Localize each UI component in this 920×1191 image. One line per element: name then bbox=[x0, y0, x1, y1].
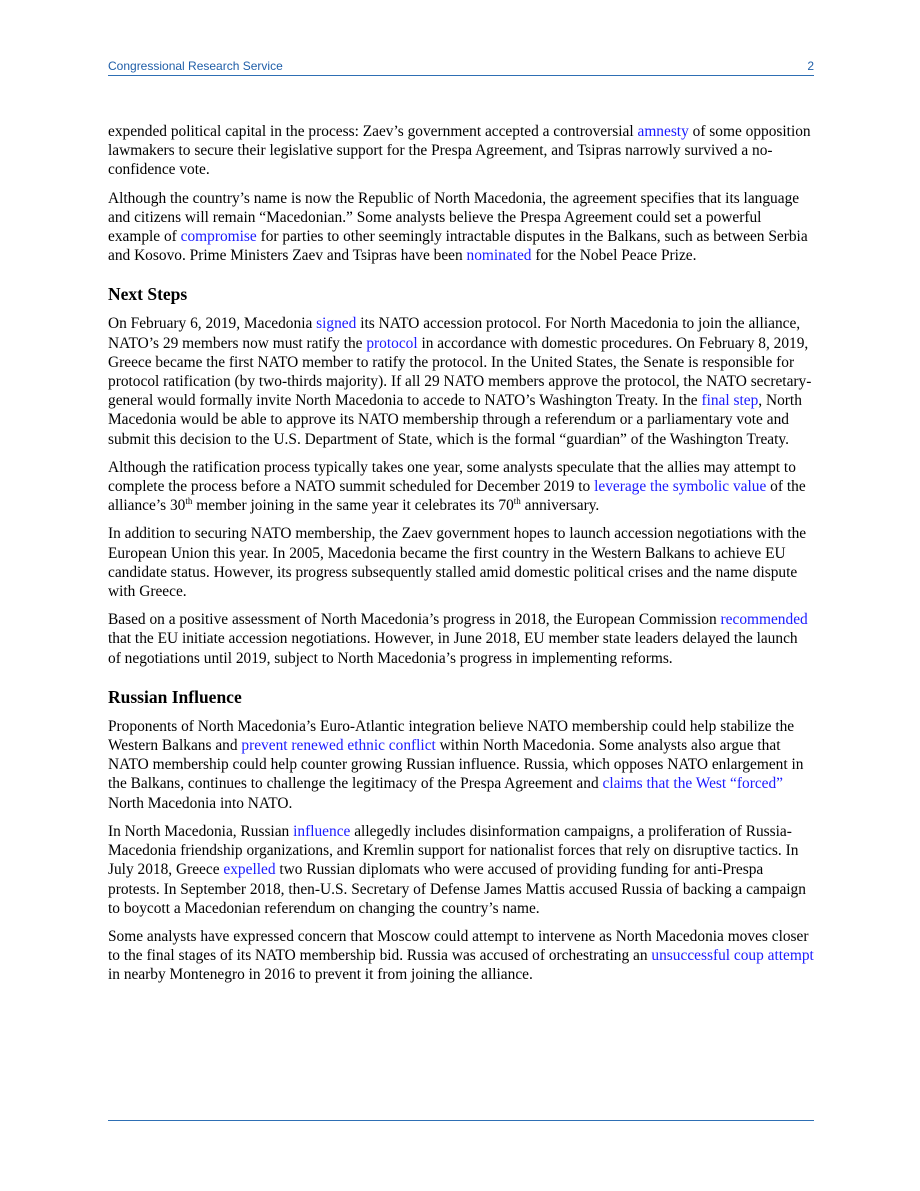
heading-russian-influence: Russian Influence bbox=[108, 686, 242, 707]
text: that the EU initiate accession negotiations. However, in June 2018, EU member state leaders delayed the launch of negotiations until 2019, subject to North Macedonia’s progress in implementing reforms. bbox=[108, 630, 798, 667]
footer-rule bbox=[108, 1120, 814, 1121]
text: allegedly includes disinformation campaigns, a proliferation of Russia-Macedonia friendship organizations, and Kremlin support for nationalist forces that rely on disruptive tactics. In July 2018, Greece bbox=[108, 822, 799, 879]
text: On February 6, 2019, Macedonia bbox=[108, 315, 317, 333]
link-amnesty[interactable]: amnesty bbox=[637, 123, 689, 140]
text: Based on a positive assessment of North Macedonia’s progress in 2018, the European Commission bbox=[108, 611, 721, 629]
document-body bbox=[108, 122, 814, 994]
heading-next-steps: Next Steps bbox=[108, 284, 188, 305]
paragraph-8 bbox=[108, 822, 814, 918]
text: Although the country’s name is now the Republic of North Macedonia, the agreement specifies that its language and citizens will remain “Macedonian.” Some analysts believe the Prespa Agreement could set a powerful example of bbox=[108, 189, 800, 246]
text: its NATO accession protocol. For North Macedonia to join the alliance, NATO’s 29 members now must ratify the bbox=[108, 315, 801, 352]
text: within North Macedonia. Some analysts also argue that NATO membership could help counter growing Russian influence. Russia, which opposes NATO enlargement in the Balkans, continues to challenge the legitimacy of the Prespa Agreement and bbox=[108, 737, 804, 793]
paragraph-9 bbox=[108, 927, 814, 985]
text: in nearby Montenegro in 2016 to prevent it from joining the alliance. bbox=[108, 966, 533, 984]
text: of some opposition lawmakers to secure their legislative support for the Prespa Agreement, and Tsipras narrowly survived a no-confidence vote. bbox=[108, 123, 811, 179]
paragraph-2 bbox=[108, 189, 814, 266]
header-page-number: 2 bbox=[807, 59, 814, 73]
page-header bbox=[108, 58, 814, 76]
text: Some analysts have expressed concern that Moscow could attempt to intervene as North Macedonia moves closer to the final stages of its NATO membership bid. Russia was accused of orchestrating an bbox=[108, 927, 809, 965]
link-prevent-renewed-ethnic-conflict[interactable]: prevent renewed ethnic conflict bbox=[241, 737, 436, 755]
link-nominated[interactable]: nominated bbox=[466, 247, 532, 265]
text: for parties to other seemingly intractable disputes in the Balkans, such as between Serbia and Kosovo. Prime Ministers Zaev and Tsipras have been bbox=[108, 228, 808, 265]
text: for the Nobel Peace Prize. bbox=[531, 247, 697, 265]
link-leverage-symbolic-value[interactable]: leverage the symbolic value bbox=[594, 478, 767, 496]
text: , North Macedonia would be able to approve its NATO membership through a referendum or a parliamentary vote and submit this decision to the U.S. Department of State, which is the formal “guardian” of the Washington Treaty. bbox=[108, 392, 802, 448]
text: In addition to securing NATO membership, the Zaev government hopes to launch accession negotiations with the European Union this year. In 2005, Macedonia became the first country in the Western Balkans to achieve EU candidate status. However, its progress subsequently stalled amid domestic political crises and the name dispute with Greece. bbox=[108, 525, 807, 601]
paragraph-5 bbox=[108, 524, 814, 601]
paragraph-3 bbox=[108, 314, 814, 448]
text: North Macedonia into NATO. bbox=[108, 794, 293, 812]
paragraph-6 bbox=[108, 610, 814, 668]
superscript: th bbox=[185, 496, 193, 507]
text: anniversary. bbox=[520, 497, 600, 515]
link-final-step[interactable]: final step bbox=[701, 392, 759, 410]
text: member joining in the same year it celebrates its 70 bbox=[192, 497, 514, 515]
text: two Russian diplomats who were accused of providing funding for anti-Prespa protests. In September 2018, then-U.S. Secretary of Defense James Mattis accused Russia of backing a campaign to boycott a Macedonian referendum on changing the country’s name. bbox=[108, 861, 806, 917]
link-expelled[interactable]: expelled bbox=[223, 861, 276, 879]
header-organization: Congressional Research Service bbox=[108, 59, 283, 73]
link-unsuccessful-coup-attempt[interactable]: unsuccessful coup attempt bbox=[651, 947, 814, 965]
text: of the alliance’s 30 bbox=[108, 478, 806, 515]
link-compromise[interactable]: compromise bbox=[180, 228, 257, 246]
text: In North Macedonia, Russian bbox=[108, 822, 294, 840]
text: Proponents of North Macedonia’s Euro-Atlantic integration believe NATO membership could help stabilize the Western Balkans and bbox=[108, 717, 795, 755]
text: Although the ratification process typically takes one year, some analysts speculate that the allies may attempt to complete the process before a NATO summit scheduled for December 2019 to bbox=[108, 458, 796, 496]
paragraph-4 bbox=[108, 458, 814, 516]
link-protocol[interactable]: protocol bbox=[366, 334, 418, 352]
superscript: th bbox=[513, 496, 521, 507]
text: in accordance with domestic procedures. On February 8, 2019, Greece became the first NATO member to ratify the protocol. In the United States, the Senate is responsible for protocol ratification (by two-thirds majority). If all 29 NATO members approve the protocol, the NATO secretary-general would formally invite North Macedonia to accede to NATO’s Washington Treaty. In the bbox=[108, 334, 812, 410]
link-influence[interactable]: influence bbox=[293, 822, 351, 840]
paragraph-1 bbox=[108, 122, 814, 180]
link-recommended[interactable]: recommended bbox=[720, 611, 808, 629]
link-claims-west-forced[interactable]: claims that the West “forced” bbox=[602, 775, 784, 793]
text: expended political capital in the process: Zaev’s government accepted a controversial bbox=[108, 123, 638, 140]
paragraph-7 bbox=[108, 717, 814, 813]
link-signed[interactable]: signed bbox=[316, 315, 357, 333]
